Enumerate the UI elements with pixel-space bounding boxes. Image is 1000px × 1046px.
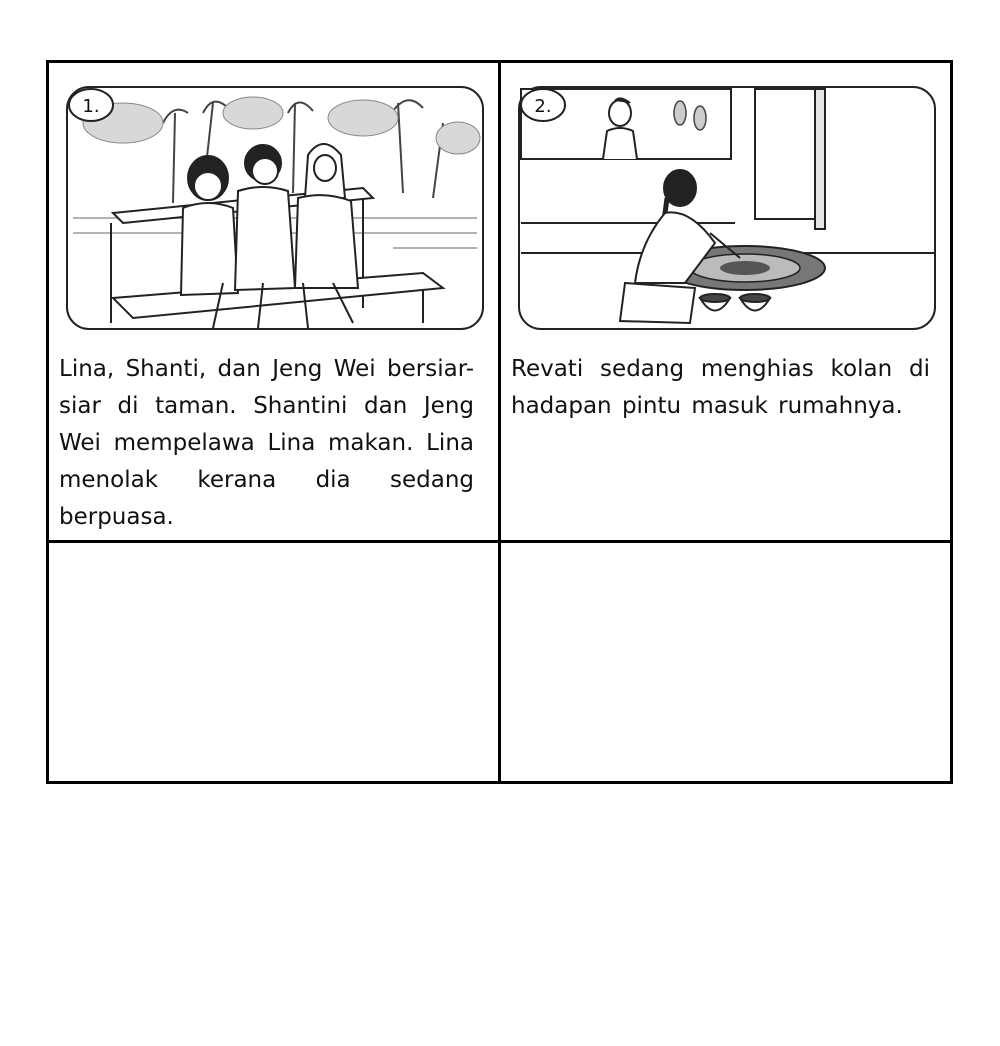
panel-2-caption: Revati sedang menghias kolan di hadapan pintu masuk rumahnya. — [511, 356, 930, 419]
panel-3-empty — [49, 543, 501, 781]
panel-2 — [501, 63, 950, 543]
panel-2-illustration — [515, 83, 939, 333]
panel-4-empty — [501, 543, 950, 781]
kolam-decoration-illustration — [515, 83, 939, 333]
story-grid — [46, 60, 953, 784]
panel-1-number: 1. — [82, 96, 100, 117]
park-bench-illustration — [63, 83, 487, 333]
panel-1-caption: Lina, Shanti, dan Jeng Wei bersiar-siar di taman. Shantini dan Jeng Wei mempelawa Lina makan. Lina menolak kerana dia sedang berpuasa. — [59, 356, 474, 530]
panel-2-number: 2. — [534, 96, 552, 117]
panel-1-illustration — [63, 83, 487, 333]
panel-1 — [49, 63, 501, 543]
